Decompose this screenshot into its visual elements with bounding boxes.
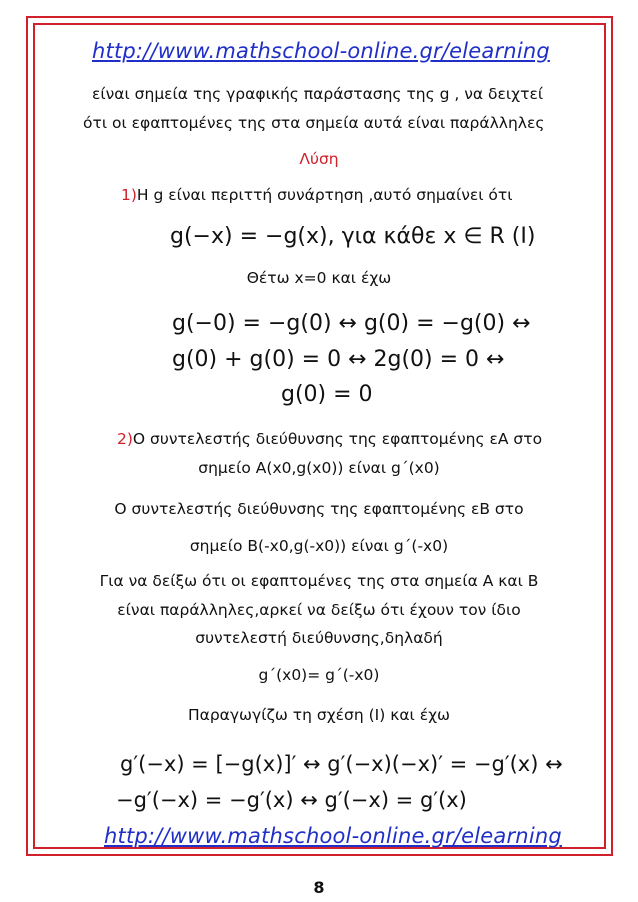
part2-heading: [117, 430, 542, 448]
part2-equation-line-1: g′(−x) = [−g(x)]′ ↔ g′(−x)(−x)′ = −g′(x) ↔: [120, 752, 563, 776]
part2-number: 2): [117, 430, 133, 448]
part2-line-4: σημείο B(-x0,g(-x0)) είναι g΄(-x0): [189, 537, 449, 555]
part2-line-8: g΄(x0)= g΄(-x0): [258, 666, 380, 684]
part1-equation-main: g(−x) = −g(x), για κάθε x ∈ R (Ι): [170, 224, 536, 249]
part1-equation-line-3: g(0) = 0: [281, 382, 373, 407]
part1-text: Η g είναι περιττή συνάρτηση ,αυτό σημαίνει ότι: [136, 186, 513, 204]
part1-equation-line-2: g(0) + g(0) = 0 ↔ 2g(0) = 0 ↔: [172, 347, 505, 372]
part2-line-2: σημείο A(x0,g(x0)) είναι g΄(x0): [198, 459, 440, 477]
part1-equation-line-1: g(−0) = −g(0) ↔ g(0) = −g(0) ↔: [172, 311, 531, 336]
intro-line-1: είναι σημεία της γραφικής παράστασης της g , να δειχτεί: [92, 85, 544, 103]
header-link[interactable]: http://www.mathschool-online.gr/elearning: [92, 39, 550, 63]
solution-title: Λύση: [299, 150, 339, 168]
part2-line-1: Ο συντελεστής διεύθυνσης της εφαπτομένης εA στο: [132, 430, 543, 448]
part1-heading: [121, 186, 512, 204]
page-number: 8: [313, 878, 325, 897]
intro-line-2: ότι οι εφαπτομένες της στα σημεία αυτά είναι παράλληλες: [83, 114, 545, 132]
part1-set-text: Θέτω x=0 και έχω: [246, 269, 392, 287]
part2-equation-line-2: −g′(−x) = −g′(x) ↔ g′(−x) = g′(x): [116, 788, 467, 812]
part2-line-5: Για να δείξω ότι οι εφαπτομένες της στα σημεία A και B: [99, 572, 539, 590]
part1-number: 1): [121, 186, 137, 204]
part2-line-7: συντελεστή διεύθυνσης,δηλαδή: [195, 629, 443, 647]
part2-line-3: Ο συντελεστής διεύθυνσης της εφαπτομένης εB στο: [114, 500, 524, 518]
part2-line-9: Παραγωγίζω τη σχέση (Ι) και έχω: [187, 706, 451, 724]
part2-line-6: είναι παράλληλες,αρκεί να δείξω ότι έχουν τον ίδιο: [117, 601, 521, 619]
footer-link[interactable]: http://www.mathschool-online.gr/elearning: [104, 824, 562, 848]
